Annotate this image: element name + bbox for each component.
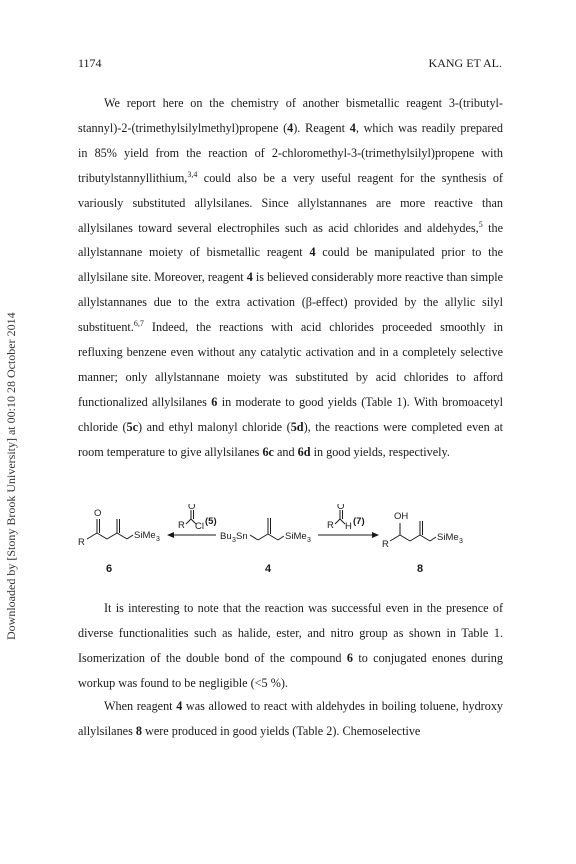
- paragraph-intro-text: We report here on the chemistry of another bismetallic reagent 3-(tributyl-stannyl)-2-(trimethylsilylmethyl)propene (4). Reagent 4, which was readily prepared in 85% yield from the reaction of 2-chloromethyl-3-(trimethylsilyl)propene with tributylstannyllithium,$^{3,4}$ could also be a very useful reagent for the synthesis of variously substituted allylsilanes. Since allylstannanes are more reactive than allylsilanes toward several electrophiles such as acid chlorides and aldehydes,$^5$ the allylstannane moiety of bismetallic reagent 4 could be manipulated prior to the allylsilane site. Moreover, reagent 4 is believed considerably more reactive than simple allylstannanes due to the extra activation (β-effect) provided by the allylic silyl substituent.$^{6,7}$ Indeed, the reactions with acid chlorides proceeded smoothly in refluxing benzene even without any catalytic activation and in a completely selective manner; only allylstannane moiety was substituted by acid chlorides to afford functionalized allylsilanes 6 in moderate to good yields (Table 1). With bromoacetyl chloride (5c) and ethyl malonyl chloride (5d), the reactions were completed even at room temperature to give allylsilanes 6c and 6d in good yields, respectively.: [78, 96, 504, 459]
- compound-ref: 4: [309, 245, 316, 260]
- svg-text:SiMe: SiMe: [437, 532, 459, 543]
- svg-text:R: R: [382, 539, 389, 550]
- svg-text:3: 3: [232, 537, 236, 544]
- compound-label-8: 8: [417, 563, 424, 575]
- compound-ref: 6c: [262, 444, 274, 459]
- svg-text:R: R: [78, 537, 85, 548]
- svg-text:3: 3: [459, 538, 463, 545]
- download-watermark: [0, 0, 24, 864]
- compound-ref: 4: [287, 120, 294, 135]
- compound-ref: 4: [246, 270, 253, 285]
- compound-ref: 8: [135, 723, 142, 738]
- svg-text:SiMe: SiMe: [134, 530, 156, 541]
- reaction-scheme: [78, 504, 503, 584]
- paragraph-functionality: [78, 596, 503, 696]
- svg-text:H: H: [345, 521, 352, 532]
- citation: 6,7: [133, 319, 144, 329]
- citation: 5: [478, 219, 483, 229]
- svg-text:Sn: Sn: [236, 531, 248, 542]
- compound-ref: 5c: [126, 419, 139, 434]
- svg-text:(5): (5): [205, 516, 217, 527]
- citation: 3,4: [187, 169, 198, 179]
- svg-text:O: O: [337, 504, 345, 512]
- arrow-aldehyde: [318, 504, 379, 538]
- svg-text:SiMe: SiMe: [285, 531, 307, 542]
- compound-ref: 5d: [290, 419, 304, 434]
- compound-ref: 4: [349, 120, 356, 135]
- compound-ref: 6: [346, 650, 353, 665]
- svg-text:O: O: [188, 504, 196, 512]
- svg-text:O: O: [94, 508, 102, 519]
- paragraph-aldehydes-text: When reagent 4 was allowed to react with aldehydes in boiling toluene, hydroxy allylsilanes 8 were produced in good yields (Table 2). Chemoselective: [78, 699, 504, 738]
- paragraph-aldehydes: [78, 694, 503, 744]
- svg-text:R: R: [178, 520, 185, 531]
- reaction-scheme-drawing: [78, 504, 503, 584]
- svg-text:Cl: Cl: [195, 521, 204, 532]
- page-number: 1174: [78, 56, 102, 70]
- running-head: KANG ET AL.: [428, 56, 502, 70]
- compound-label-6: 6: [106, 563, 113, 575]
- svg-text:(7): (7): [353, 516, 365, 527]
- svg-text:3: 3: [307, 537, 311, 544]
- svg-text:3: 3: [156, 536, 160, 543]
- structure-compound-4: [220, 518, 311, 575]
- arrow-acid-chloride: [167, 504, 217, 538]
- structure-compound-8: [382, 511, 463, 575]
- compound-label-4: 4: [265, 563, 272, 575]
- svg-text:OH: OH: [394, 511, 409, 522]
- structure-compound-6: [78, 508, 160, 575]
- compound-ref: 4: [176, 699, 183, 713]
- running-header: [78, 56, 502, 71]
- paragraph-intro: [78, 91, 503, 465]
- svg-text:Bu: Bu: [220, 531, 232, 542]
- download-note-text: Downloaded by [Stony Brook University] at 00:10 28 October 2014: [4, 312, 18, 640]
- paragraph-functionality-text: It is interesting to note that the reaction was successful even in the presence of diverse functionalities such as halide, ester, and nitro group as shown in Table 1. Isomerization of the double bond of the compound 6 to conjugated enones during workup was found to be negligible (<5 %).: [78, 601, 503, 690]
- svg-text:R: R: [327, 520, 334, 531]
- compound-ref: 6d: [297, 444, 311, 459]
- compound-ref: 6: [211, 394, 218, 409]
